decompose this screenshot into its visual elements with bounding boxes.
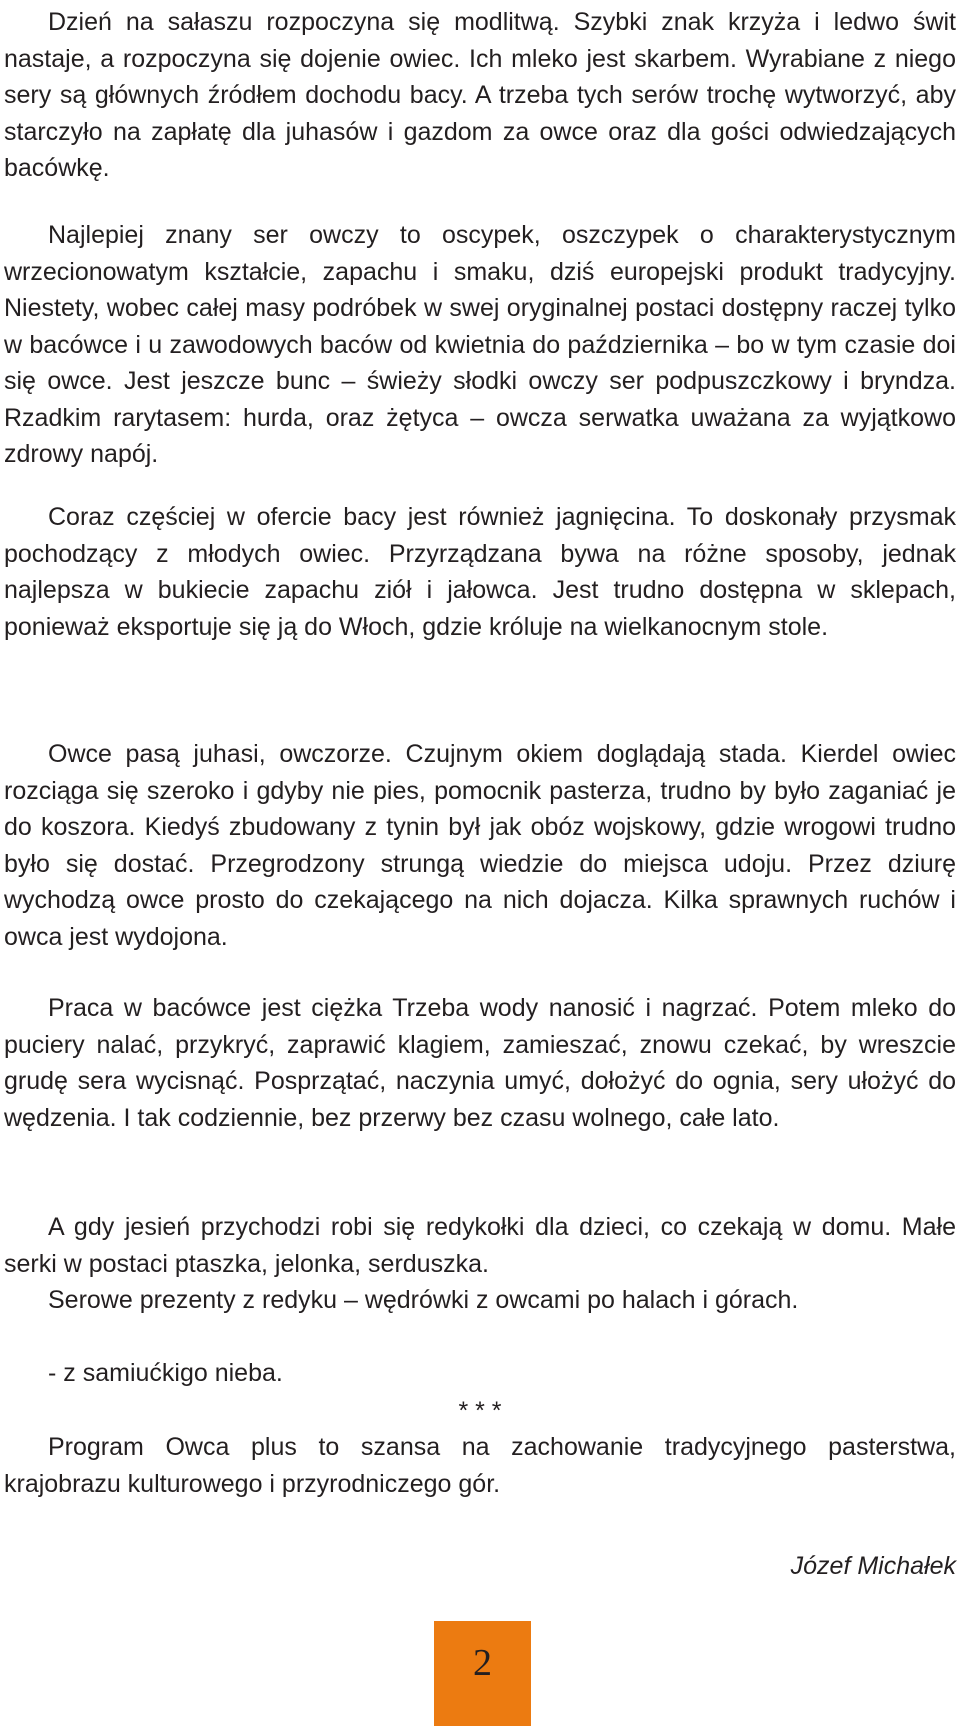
nieba-line: - z samiućkigo nieba. xyxy=(48,1359,283,1387)
paragraph-6: A gdy jesień przychodzi robi się redykołki dla dzieci, co czekają w domu. Małe serki w postaci ptaszka, jelonka, serduszka. xyxy=(4,1213,956,1278)
paragraph-2: Najlepiej znany ser owczy to oscypek, oszczypek o charakterystycznym wrzecionowatym kształcie, zapachu i smaku, dziś europejski produkt tradycyjny. Niestety, wobec całej masy podróbek w swej oryginalnej postaci dostępny raczej tylko w bacówce i u zawodowych baców od kwietnia do października – bo w tym czasie doi się owce. Jest jeszcze bunc – świeży słodki owczy ser podpuszczkowy i bryndza. Rzadkim rarytasem: hurda, oraz żętyca – owcza serwatka uważana za wyjątkowo zdrowy napój. xyxy=(4,221,956,468)
page-number-box xyxy=(434,1621,531,1726)
paragraph-3: Coraz częściej w ofercie bacy jest również jagnięcina. To doskonały przysmak pochodzący z młodych owiec. Przyrządzana bywa na różne sposoby, jednak najlepsza w bukiecie zapachu ziół i jałowca. Jest trudno dostępna w sklepach, ponieważ eksportuje się ją do Włoch, gdzie króluje na wielkanocnym stole. xyxy=(4,503,956,641)
section-separator: * * * xyxy=(458,1397,502,1425)
closing-paragraph: Program Owca plus to szansa na zachowanie tradycyjnego pasterstwa, krajobrazu kulturowego i przyrodniczego gór. xyxy=(4,1433,956,1498)
paragraph-5: Praca w bacówce jest ciężka Trzeba wody nanosić i nagrzać. Potem mleko do puciery nalać, przykryć, zaprawić klagiem, zamieszać, znowu czekać, by wreszcie grudę sera wycisnąć. Posprzątać, naczynia umyć, dołożyć do ognia, sery ułożyć do wędzenia. I tak codziennie, bez przerwy bez czasu wolnego, całe lato. xyxy=(4,994,956,1132)
page-number: 2 xyxy=(473,1642,492,1684)
author-signature: Józef Michałek xyxy=(790,1552,956,1580)
paragraph-4: Owce pasą juhasi, owczorze. Czujnym okiem doglądają stada. Kierdel owiec rozciąga się szeroko i gdyby nie pies, pomocnik pasterza, trudno by było zaganiać je do koszora. Kiedyś zbudowany z tynin był jak obóz wojskowy, gdzie wrogowi trudno było się dostać. Przegrodzony strungą wiedzie do miejsca udoju. Przez dziurę wychodzą owce prosto do czekającego na nich dojacza. Kilka sprawnych ruchów i owca jest wydojona. xyxy=(4,740,956,951)
redyk-line: Serowe prezenty z redyku – wędrówki z owcami po halach i górach. xyxy=(48,1286,799,1314)
paragraph-1: Dzień na sałaszu rozpoczyna się modlitwą. Szybki znak krzyża i ledwo świt nastaje, a rozpoczyna się dojenie owiec. Ich mleko jest skarbem. Wyrabiane z niego sery są głównych źródłem dochodu bacy. A trzeba tych serów trochę wytworzyć, aby starczyło na zapłatę dla juhasów i gazdom za owce oraz dla gości odwiedzających bacówkę. xyxy=(4,8,956,182)
